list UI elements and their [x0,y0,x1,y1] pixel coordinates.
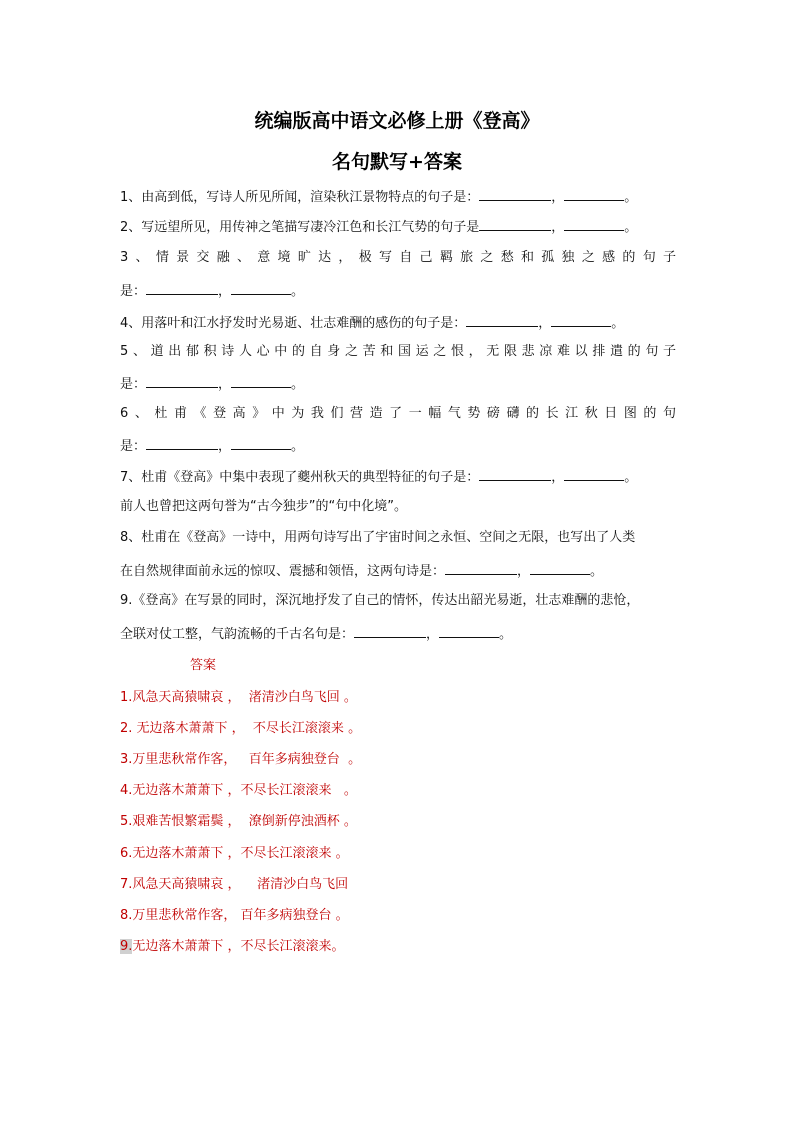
answer-blank[interactable] [479,466,551,481]
answer-blank[interactable] [231,373,291,388]
question-1 [120,186,637,208]
question-7 [120,466,637,488]
answer-text: 无边落木萧萧下 ，不尽长江滚滚来。 [132,939,345,954]
answer-blank[interactable] [530,560,590,575]
answer-text: 无边落木萧萧下 ，不尽长江滚滚来 。 [132,846,349,861]
answer-text: 万里悲秋常作客， 百年多病独登台 。 [132,908,349,923]
answer-6 [120,842,349,861]
answer-blank[interactable] [146,435,218,450]
answer-number: 2. [120,721,133,736]
separator: ， [218,377,232,392]
answer-text: 无边落木萧萧下 ，不尽长江滚滚来 。 [132,783,357,798]
answer-text: 风急天高猿啸哀 ， 渚清沙白鸟飞回 。 [132,690,357,705]
separator: ， [218,284,232,299]
document-subtitle: 名句默写+答案 [332,151,462,173]
answer-blank[interactable] [564,466,624,481]
answer-blank[interactable] [551,312,611,327]
question-2 [120,216,637,238]
separator: ， [538,316,552,331]
separator: ， [551,190,565,205]
question-6-line-2 [120,435,304,457]
answer-blank[interactable] [564,186,624,201]
terminator: 。 [499,627,513,642]
answer-number: 5. [120,814,133,829]
answer-3 [120,748,361,767]
answer-blank[interactable] [479,186,551,201]
question-text: 全联对仗工整，气韵流畅的千古名句是： [120,627,355,642]
terminator: 。 [291,284,305,299]
question-prefix: 是： [120,439,147,454]
separator: ， [517,564,531,579]
answer-number: 8. [120,908,133,923]
question-4 [120,312,624,334]
answer-number: 7. [120,877,133,892]
answer-blank[interactable] [231,435,291,450]
question-5-line-1: 5、道出郁积诗人心中的自身之苦和国运之恨，无限悲凉难以排遣的句子 [120,344,676,359]
answer-blank[interactable] [354,623,426,638]
answer-blank[interactable] [146,373,218,388]
answer-number: 4. [120,783,133,798]
answer-text: 万里悲秋常作客， 百年多病独登台 。 [132,752,362,767]
answer-9 [120,935,345,954]
terminator: 。 [291,439,305,454]
question-text: 1、由高到低，写诗人所见所闻，渲染秋江景物特点的句子是： [120,190,480,205]
answer-number: 3. [120,752,133,767]
answer-text: 无边落木萧萧下 ， 不尽长江滚滚来 。 [132,721,362,736]
question-text: 4、用落叶和江水抒发时光易逝、壮志难酬的感伤的句子是： [120,316,467,331]
answer-text: 风急天高猿啸哀 ， 渚清沙白鸟飞回 [132,877,349,892]
answer-number: 1. [120,690,133,705]
question-3-line-2 [120,280,304,302]
question-6-line-1: 6、杜甫《登高》中为我们营造了一幅气势磅礴的长江秋日图的句 [120,406,676,421]
question-text: 2、写远望所见，用传神之笔描写凄冷江色和长江气势的句子是 [120,220,480,235]
answer-4 [120,779,357,798]
question-9-line-1: 9.《登高》在写景的同时，深沉地抒发了自己的情怀，传达出韶光易逝，壮志难酬的悲怆， [120,593,640,608]
answer-blank[interactable] [231,280,291,295]
terminator: 。 [624,190,638,205]
question-5-line-2 [120,373,304,395]
answer-text: 艰难苦恨繁霜鬓 ， 潦倒新停浊酒杯 。 [132,814,357,829]
question-7-note: 前人也曾把这两句誉为“古今独步”的“句中化境”。 [120,499,407,514]
answer-blank[interactable] [146,280,218,295]
answer-number: 6. [120,846,133,861]
question-prefix: 是： [120,284,147,299]
separator: ， [551,220,565,235]
answer-blank[interactable] [445,560,517,575]
answer-blank[interactable] [466,312,538,327]
terminator: 。 [624,470,638,485]
answer-blank[interactable] [479,216,551,231]
answer-blank[interactable] [564,216,624,231]
question-9-line-2 [120,623,512,645]
answer-1 [120,686,357,705]
terminator: 。 [611,316,625,331]
answer-2 [120,717,361,736]
document-title: 统编版高中语文必修上册《登高》 [254,110,540,132]
answer-number: 9. [120,939,133,954]
terminator: 。 [590,564,604,579]
question-text: 7、杜甫《登高》中集中表现了夔州秋天的典型特征的句子是： [120,470,480,485]
answers-heading: 答案 [190,658,217,673]
terminator: 。 [624,220,638,235]
terminator: 。 [291,377,305,392]
separator: ， [426,627,440,642]
question-8-line-2 [120,560,603,582]
question-prefix: 是： [120,377,147,392]
question-text: 在自然规律面前永远的惊叹、震撼和领悟，这两句诗是： [120,564,446,579]
answer-blank[interactable] [439,623,499,638]
separator: ， [551,470,565,485]
question-3-line-1: 3、情景交融、意境旷达，极写自己羁旅之愁和孤独之感的句子 [120,250,676,265]
answer-7 [120,873,348,892]
answer-8 [120,904,349,923]
separator: ， [218,439,232,454]
answer-5 [120,810,357,829]
question-8-line-1: 8、杜甫在《登高》一诗中，用两句诗写出了宇宙时间之永恒、空间之无限，也写出了人类 [120,530,636,545]
